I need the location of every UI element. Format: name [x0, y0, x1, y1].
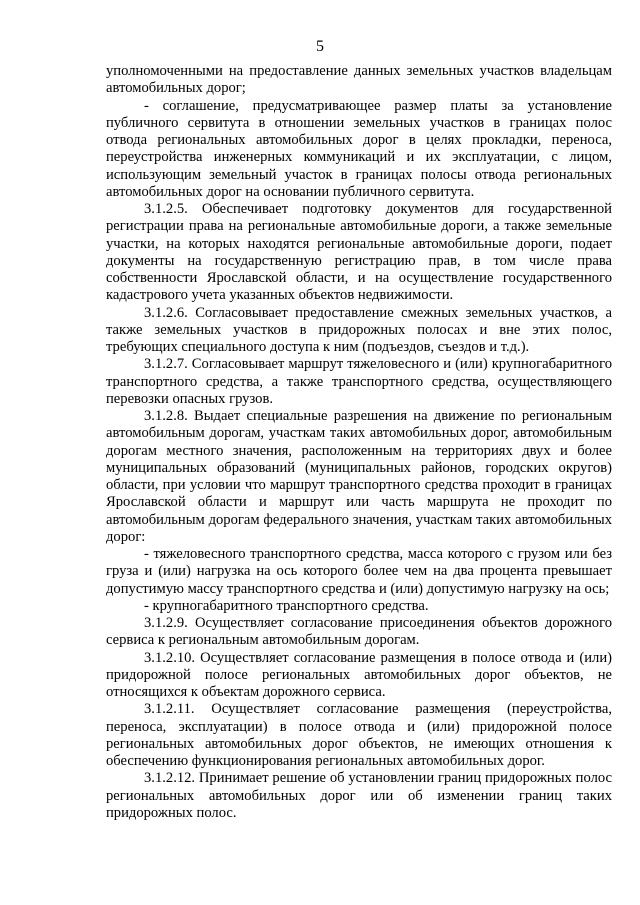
paragraph-continuation: уполномоченными на предоставление данных земельных участков владельцам автомобильных дорог; [106, 63, 612, 97]
paragraph-3-1-2-11: 3.1.2.11. Осуществляет согласование размещения (переустройства, переноса, эксплуатации) в полосе отвода и (или) придорожной полосе региональных автомобильных дорог объектов, не имеющих отношения к обеспечению функционирования региональных автомобильных дорог. [106, 701, 612, 769]
paragraph-heavy-vehicle: - тяжеловесного транспортного средства, масса которого с грузом или без груза и (или) нагрузка на ось которого более чем на два процента превышает допустимую массу транспортного средства и (или) допустимую нагрузку на ось; [106, 546, 612, 597]
document-body [106, 63, 612, 822]
paragraph-3-1-2-10: 3.1.2.10. Осуществляет согласование размещения в полосе отвода и (или) придорожной полосе региональных автомобильных дорог объектов, не относящихся к объектам дорожного сервиса. [106, 649, 612, 700]
paragraph-oversized-vehicle: - крупногабаритного транспортного средства. [144, 597, 429, 614]
paragraph-3-1-2-5: 3.1.2.5. Обеспечивает подготовку документов для государственной регистрации права на региональные автомобильные дороги, а также земельные участки, на которых находятся региональные автомобильные дороги, подает документы на государственную регистрацию прав, в том числе права собственности Ярославской области, и на осуществление государственного кадастрового учета указанных объектов недвижимости. [106, 201, 612, 304]
paragraph-3-1-2-9: 3.1.2.9. Осуществляет согласование присоединения объектов дорожного сервиса к региональным автомобильным дорогам. [106, 615, 612, 649]
paragraph-3-1-2-7: 3.1.2.7. Согласовывает маршрут тяжеловесного и (или) крупногабаритного транспортного средства, а также транспортного средства, осуществляющего перевозки опасных грузов. [106, 356, 612, 407]
paragraph-3-1-2-6: 3.1.2.6. Согласовывает предоставление смежных земельных участков, а также земельных участков в придорожных полосах и вне этих полос, требующих специального доступа к ним (подъездов, съездов и т.д.). [106, 304, 612, 355]
paragraph-3-1-2-8: 3.1.2.8. Выдает специальные разрешения на движение по региональным автомобильным дорогам, участкам таких автомобильных дорог, автомобильным дорогам местного значения, расположенным на территориях двух и более муниципальных образований (муниципальных районов, городских округов) области, при условии что маршрут транспортного средства проходит в границах Ярославской области и маршрут или часть маршрута не проходит по автомобильным дорогам федерального значения, участкам таких автомобильных дорог: [106, 408, 612, 545]
paragraph-easement-agreement: - соглашение, предусматривающее размер платы за установление публичного сервитута в отношении земельных участков в границах полос отвода региональных автомобильных дорог в целях прокладки, переноса, переустройства инженерных коммуникаций и их эксплуатации, с лицом, использующим земельный участок в границах полосы отвода региональных автомобильных дорог на основании публичного сервитута. [106, 97, 612, 200]
paragraph-3-1-2-12: 3.1.2.12. Принимает решение об установлении границ придорожных полос региональных автомобильных дорог или об изменении границ таких придорожных полос. [106, 770, 612, 821]
page-number: 5 [316, 38, 324, 55]
